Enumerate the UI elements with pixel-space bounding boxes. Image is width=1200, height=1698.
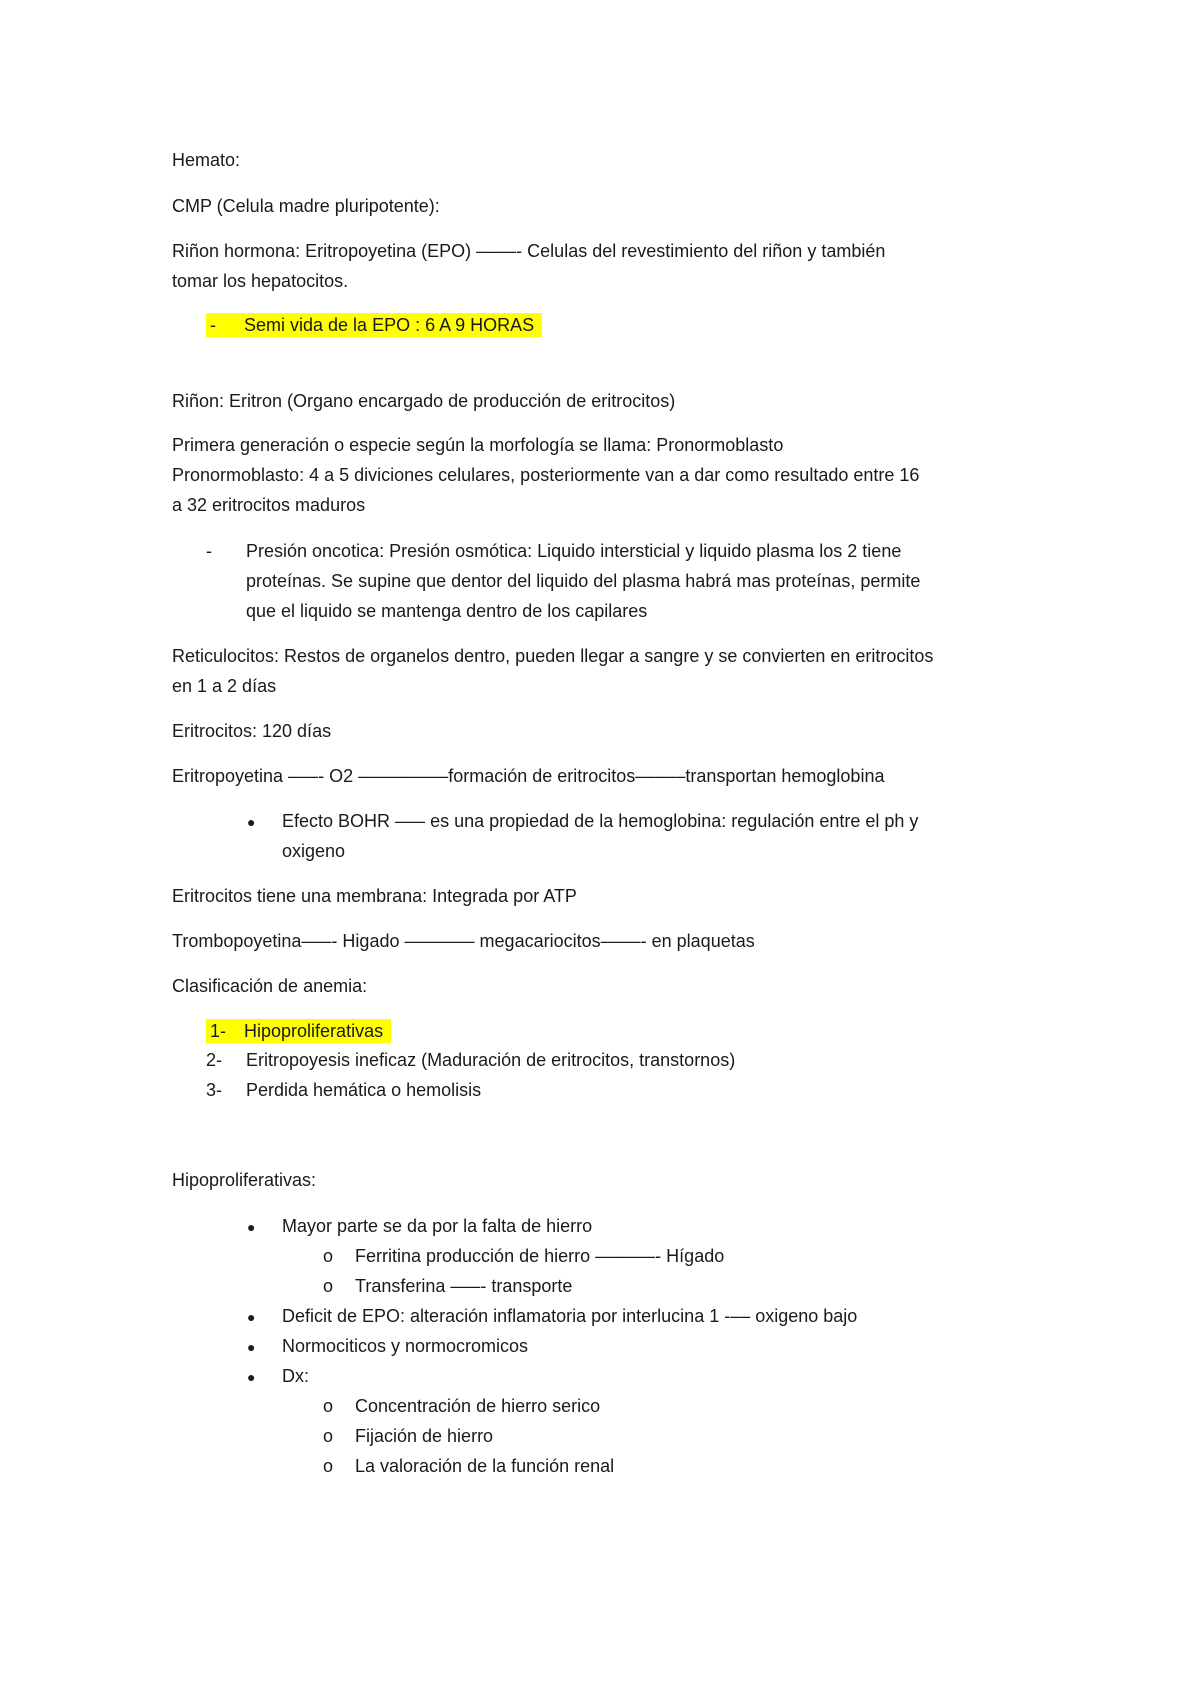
semi-vida-marker: - [210, 315, 216, 335]
hipo-item-3: Normociticos y normocromicos [282, 1336, 529, 1356]
doc-title: Hemato: [172, 150, 241, 170]
pronormoblasto-line-1: Pronormoblasto: 4 a 5 diviciones celulares, posteriormente van a dar como resultado entre 16 [172, 465, 920, 485]
hipo-sub-marker-5: o [323, 1456, 334, 1476]
trombopoyetina-line: Trombopoyetina–––- Higado ––––––– megacariocitos––––- en plaquetas [172, 931, 755, 951]
hipo-bullet-2: ● [247, 1309, 256, 1325]
anemia-item-1-num: 1- [210, 1021, 227, 1041]
anemia-item-1 [206, 1020, 391, 1042]
primera-generacion-line: Primera generación o especie según la morfología se llama: Pronormoblasto [172, 435, 784, 455]
hipo-item-4: Dx: [282, 1366, 309, 1386]
presion-line-1: Presión oncotica: Presión osmótica: Liquido intersticial y liquido plasma los 2 tiene [246, 541, 902, 561]
anemia-item-3-text: Perdida hemática o hemolisis [246, 1080, 482, 1100]
anemia-item-1-text: Hipoproliferativas [244, 1021, 384, 1041]
pronormoblasto-line-2: a 32 eritrocitos maduros [172, 495, 366, 515]
hipo-item-1: Mayor parte se da por la falta de hierro [282, 1216, 593, 1236]
bohr-bullet: ● [247, 814, 256, 830]
anemia-item-3-num: 3- [206, 1080, 223, 1100]
hipo-bullet-4: ● [247, 1369, 256, 1385]
semi-vida-highlight [206, 313, 542, 337]
reticulocitos-line-1: Reticulocitos: Restos de organelos dentro, pueden llegar a sangre y se convierten en eritrocitos [172, 646, 934, 666]
hipo-sub-item-3: Concentración de hierro serico [355, 1396, 601, 1416]
hipo-sub-item-2: Transferina –––- transporte [355, 1276, 573, 1296]
anemia-item-1-highlight [206, 1019, 391, 1043]
presion-line-2: proteínas. Se supine que dentor del liquido del plasma habrá mas proteínas, permite [246, 571, 921, 591]
eritropoyetina-line: Eritropoyetina –––- O2 –––––––––formación de eritrocitos–––––transportan hemoglobina [172, 766, 885, 786]
hipo-sub-marker-1: o [323, 1246, 334, 1266]
hipo-sub-marker-3: o [323, 1396, 334, 1416]
hipo-item-2: Deficit de EPO: alteración inflamatoria por interlucina 1 -–– oxigeno bajo [282, 1306, 858, 1326]
cmp-line: CMP (Celula madre pluripotente): [172, 196, 440, 216]
hipo-bullet-1: ● [247, 1219, 256, 1235]
rinon-hormona-line-1: Riñon hormona: Eritropoyetina (EPO) ––––- Celulas del revestimiento del riñon y también [172, 241, 886, 261]
rinon-hormona-line-2: tomar los hepatocitos. [172, 271, 349, 291]
hipo-sub-item-1: Ferritina producción de hierro ––––––- Hígado [355, 1246, 725, 1266]
bohr-line-1: Efecto BOHR ––– es una propiedad de la hemoglobina: regulación entre el ph y [282, 811, 919, 831]
eritrocitos-line: Eritrocitos: 120 días [172, 721, 332, 741]
reticulocitos-line-2: en 1 a 2 días [172, 676, 277, 696]
semi-vida-item [206, 314, 542, 336]
hipo-sub-item-4: Fijación de hierro [355, 1426, 494, 1446]
hipoproliferativas-title: Hipoproliferativas: [172, 1170, 317, 1190]
clasificacion-line: Clasificación de anemia: [172, 976, 368, 996]
hipo-bullet-3: ● [247, 1339, 256, 1355]
presion-marker: - [206, 541, 212, 561]
hipo-sub-item-5: La valoración de la función renal [355, 1456, 615, 1476]
membrana-line: Eritrocitos tiene una membrana: Integrada por ATP [172, 886, 577, 906]
anemia-item-2-num: 2- [206, 1050, 223, 1070]
eritron-line: Riñon: Eritron (Organo encargado de producción de eritrocitos) [172, 391, 676, 411]
semi-vida-text: Semi vida de la EPO : 6 A 9 HORAS [244, 315, 535, 335]
presion-line-3: que el liquido se mantenga dentro de los capilares [246, 601, 648, 621]
hipo-sub-marker-2: o [323, 1276, 334, 1296]
anemia-item-2-text: Eritropoyesis ineficaz (Maduración de eritrocitos, transtornos) [246, 1050, 736, 1070]
bohr-line-2: oxigeno [282, 841, 346, 861]
hipo-sub-marker-4: o [323, 1426, 334, 1446]
